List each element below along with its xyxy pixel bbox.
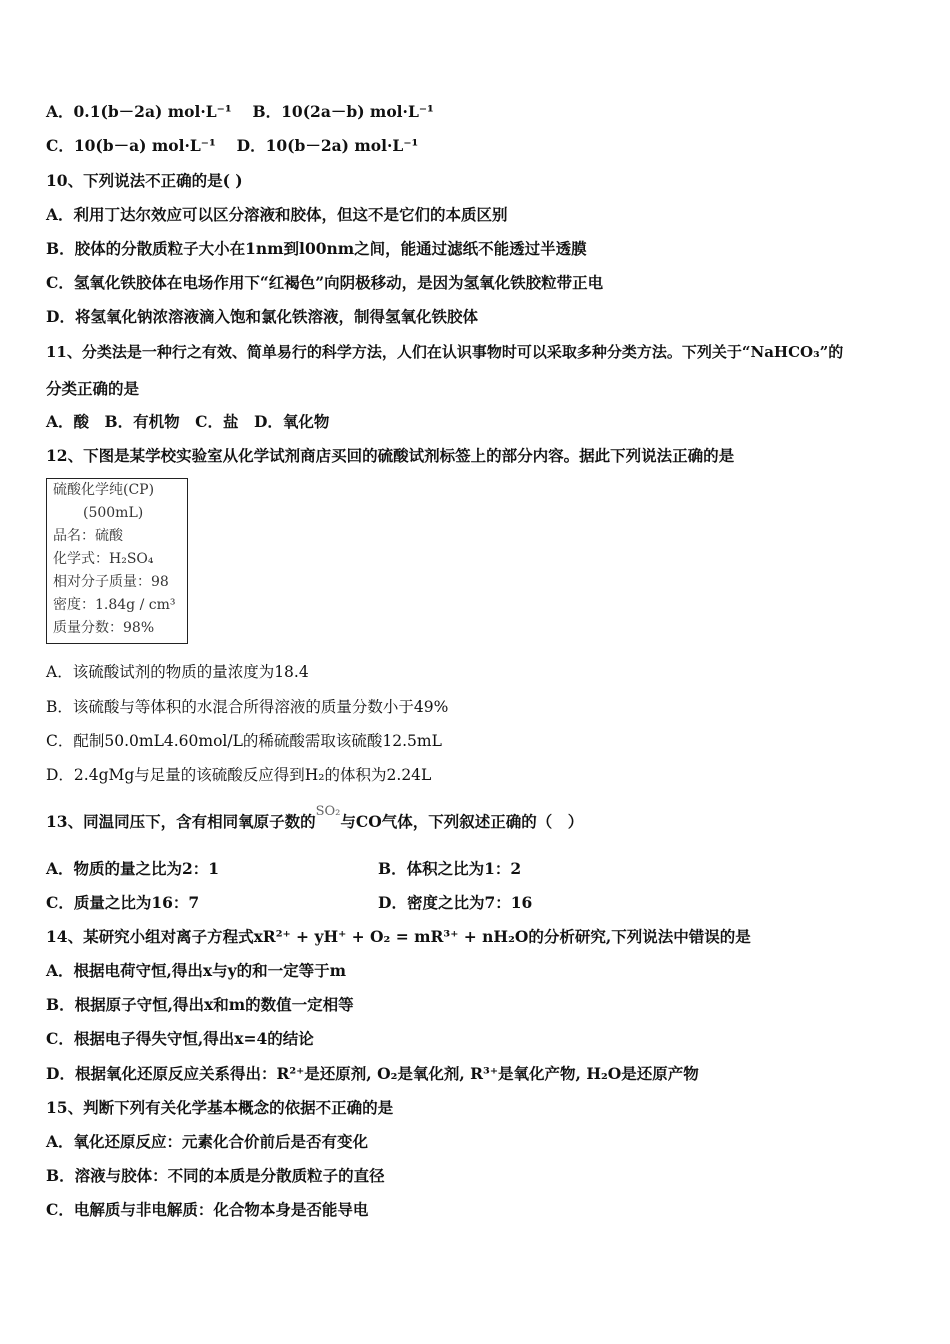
q9-option-c: C．10(b－a) mol·L⁻¹ (46, 136, 216, 155)
q13-stem (46, 804, 584, 834)
q9-options-cd (46, 136, 418, 156)
label-line-volume: (500mL) (83, 505, 144, 521)
label-line-title: 硫酸化学纯(CP) (53, 482, 155, 498)
q15-option-a: A．氧化还原反应：元素化合价前后是否有变化 (46, 1132, 369, 1151)
label-line-mass-fraction: 质量分数：98% (53, 620, 155, 636)
q15-option-b: B．溶液与胶体：不同的本质是分散质粒子的直径 (46, 1166, 385, 1185)
q14-option-c: C．根据电子得失守恒,得出x=4的结论 (46, 1029, 314, 1048)
q10-option-a: A．利用丁达尔效应可以区分溶液和胶体，但这不是它们的本质区别 (46, 205, 508, 224)
q15-option-c: C．电解质与非电解质：化合物本身是否能导电 (46, 1200, 369, 1219)
label-line-density: 密度：1.84g / cm³ (53, 597, 176, 613)
q9-option-b: B．10(2a－b) mol·L⁻¹ (252, 102, 434, 121)
q13-option-b: B．体积之比为1：2 (378, 859, 522, 878)
q13-option-d: D．密度之比为7：16 (378, 893, 533, 912)
q14-option-a: A．根据电荷守恒,得出x与y的和一定等于m (46, 961, 347, 980)
q10-option-d: D．将氢氧化钠浓溶液滴入饱和氯化铁溶液，制得氢氧化铁胶体 (46, 307, 478, 326)
label-line-formula: 化学式：H₂SO₄ (53, 551, 154, 567)
q9-option-a: A．0.1(b－2a) mol·L⁻¹ (46, 102, 232, 121)
q12-option-c: C．配制50.0mL4.60mol/L的稀硫酸需取该硫酸12.5mL (46, 732, 442, 750)
q13-option-a: A．物质的量之比为2：1 (46, 859, 220, 878)
q12-option-b: B．该硫酸与等体积的水混合所得溶液的质量分数小于49% (46, 698, 449, 716)
label-line-molar-mass: 相对分子质量：98 (53, 574, 169, 590)
q9-option-d: D．10(b－2a) mol·L⁻¹ (236, 136, 419, 155)
q14-option-b: B．根据原子守恒,得出x和m的数值一定相等 (46, 995, 354, 1014)
q10-stem: 10、下列说法不正确的是( ) (46, 171, 243, 190)
q11-stem-line1: 11、分类法是一种行之有效、简单易行的科学方法，人们在认识事物时可以采取多种分类方法。下列关于“NaHCO₃”的 (46, 343, 844, 361)
q11-stem-line2: 分类正确的是 (46, 379, 140, 398)
q14-stem: 14、某研究小组对离子方程式xR²⁺ + yH⁺ + O₂ = mR³⁺ + nH₂O的分析研究,下列说法中错误的是 (46, 927, 751, 946)
q10-option-b: B．胶体的分散质粒子大小在1nm到l00nm之间，能通过滤纸不能透过半透膜 (46, 239, 587, 258)
q11-options: A．酸 B．有机物 C．盐 D．氧化物 (46, 412, 330, 431)
q13-stem-post: 与CO气体，下列叙述正确的（ ） (340, 812, 584, 831)
q12-stem: 12、下图是某学校实验室从化学试剂商店买回的硫酸试剂标签上的部分内容。据此下列说法正确的是 (46, 446, 735, 465)
q13-stem-pre: 13、同温同压下，含有相同氧原子数的 (46, 812, 316, 831)
q13-option-c: C．质量之比为16：7 (46, 893, 200, 912)
q12-option-d: D．2.4gMg与足量的该硫酸反应得到H₂的体积为2.24L (46, 766, 432, 784)
label-line-name: 品名：硫酸 (53, 528, 123, 544)
sulfuric-acid-label-image (46, 478, 188, 644)
q15-stem: 15、判断下列有关化学基本概念的依据不正确的是 (46, 1098, 394, 1117)
q12-option-a: A．该硫酸试剂的物质的量浓度为18.4 (46, 663, 309, 681)
q13-so2-formula: SO₂ (315, 804, 341, 819)
q9-options-ab (46, 102, 434, 122)
q14-option-d: D．根据氧化还原反应关系得出：R²⁺是还原剂, O₂是氧化剂, R³⁺是氧化产物, H₂O是还原产物 (46, 1064, 699, 1083)
q10-option-c: C．氢氧化铁胶体在电场作用下“红褐色”向阴极移动，是因为氢氧化铁胶粒带正电 (46, 273, 604, 292)
